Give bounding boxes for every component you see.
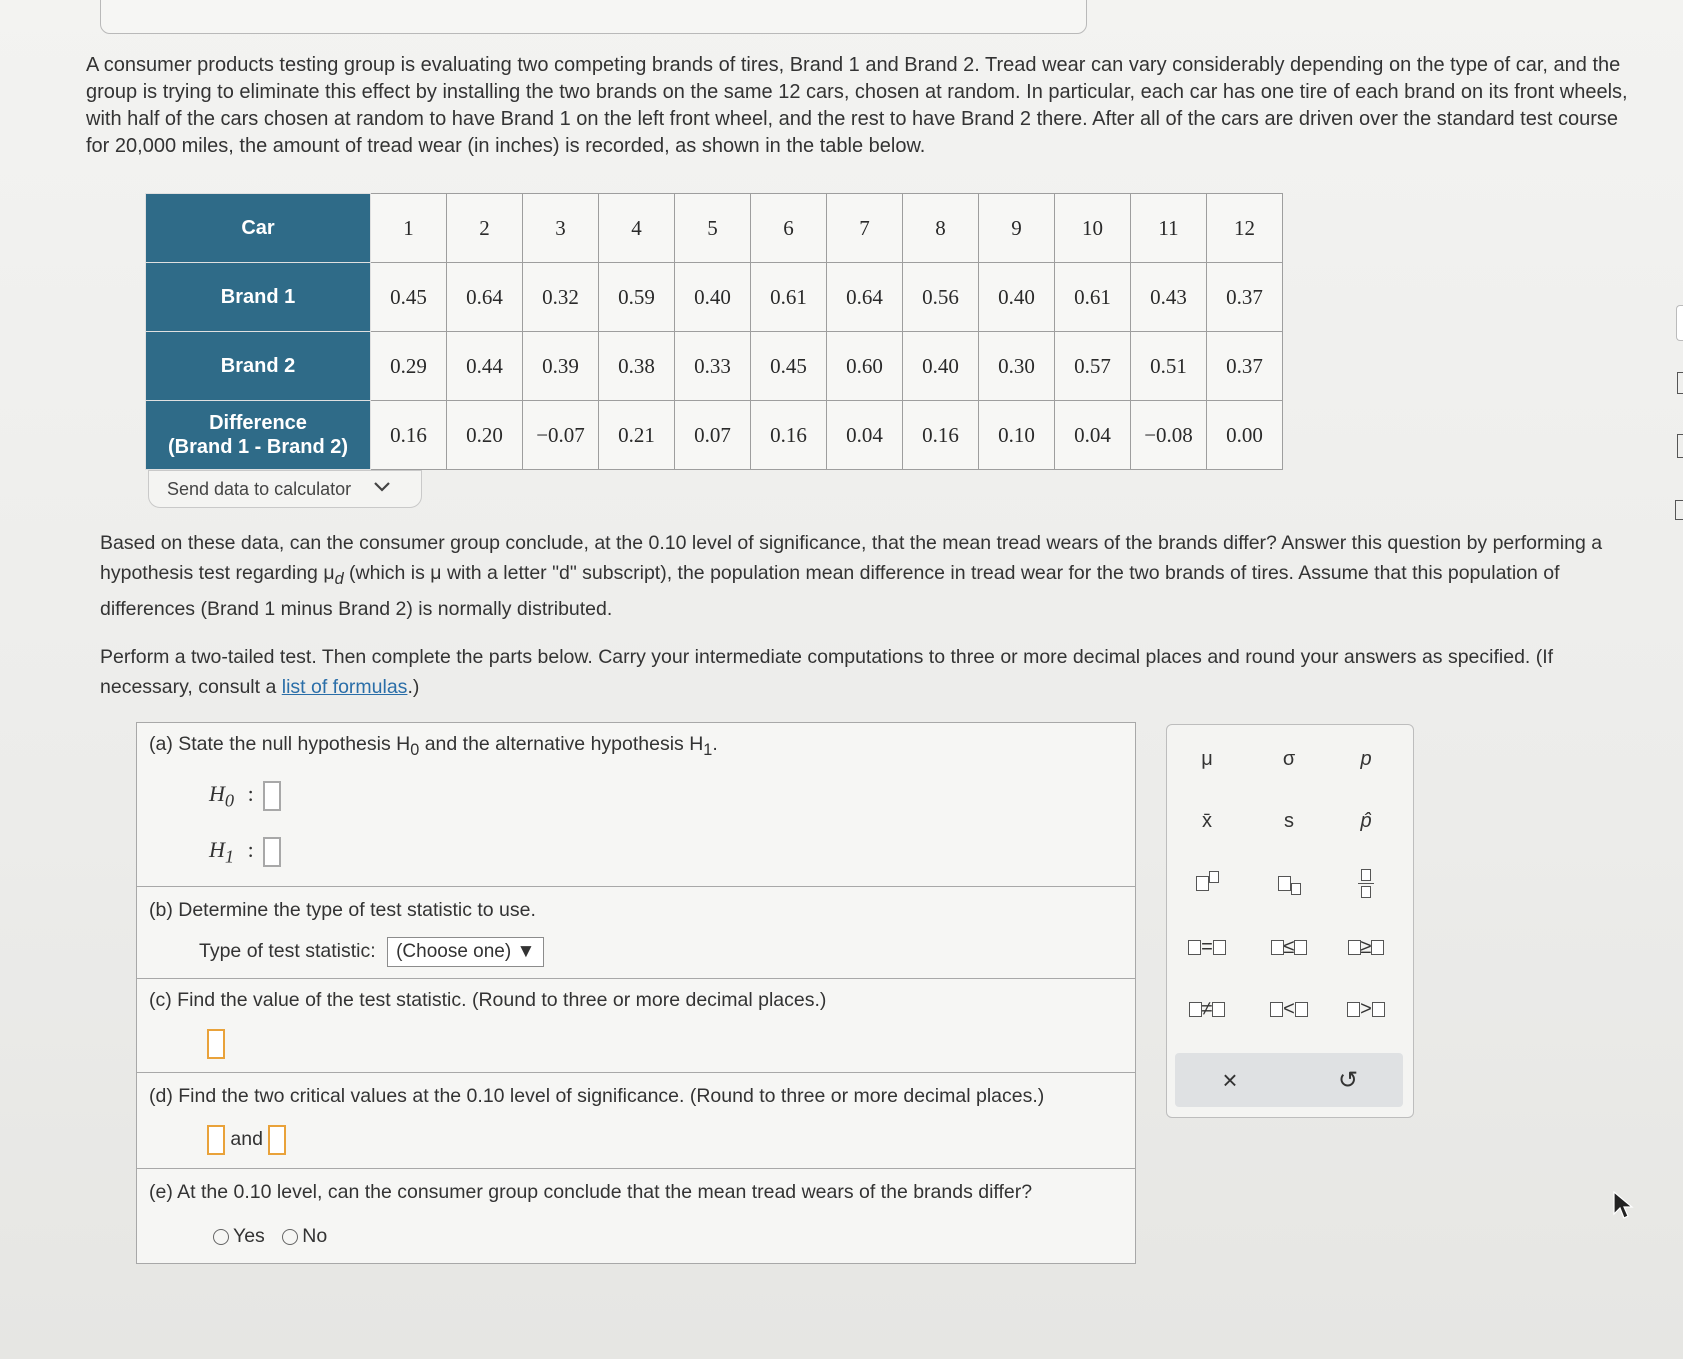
table-row: [146, 401, 1283, 470]
test-statistic-answer-row: [207, 1029, 225, 1059]
table-cell: 8: [903, 194, 979, 263]
row-header-brand2: Brand 2: [146, 332, 371, 401]
square-icon: [1188, 940, 1201, 955]
question-text-1: Based on these data, can the consumer group conclude, at the 0.10 level of significance, that the mean tread wears of the brands differ? Answer this question by performing a hypothesis test regarding: [100, 532, 1603, 584]
table-cell: 0.20: [447, 401, 523, 470]
send-data-label: Send data to calculator: [167, 478, 352, 499]
table-cell: 0.16: [751, 401, 827, 470]
p-hat-button[interactable]: [1331, 799, 1401, 843]
colon: :: [247, 837, 254, 863]
base-square-icon: [1278, 876, 1291, 891]
table-cell: 0.43: [1131, 263, 1207, 332]
table-cell: 0.29: [371, 332, 447, 401]
fraction-bar-icon: [1358, 883, 1374, 884]
mu-subscript: d: [334, 569, 344, 588]
table-cell: 6: [751, 194, 827, 263]
h1-label-sub: 1: [224, 846, 235, 867]
part-a-mid: and the alternative hypothesis H: [419, 733, 704, 755]
null-hypothesis-row: [209, 781, 281, 811]
square-icon: [1294, 940, 1307, 955]
s-glyph: s: [1284, 809, 1294, 832]
subscript-square-icon: [1291, 883, 1301, 895]
table-cell: −0.08: [1131, 401, 1207, 470]
sigma-glyph: σ: [1282, 747, 1296, 770]
difference-label: Difference: [209, 412, 307, 434]
and-label: and: [230, 1128, 263, 1151]
part-b-prompt: (b) Determine the type of test statistic to use.: [149, 899, 536, 921]
part-a-end: .: [712, 733, 718, 755]
send-data-to-calculator-button[interactable]: [148, 470, 422, 508]
table-cell: 0.64: [827, 263, 903, 332]
table-cell: 0.45: [751, 332, 827, 401]
table-cell: 4: [599, 194, 675, 263]
table-cell: 0.16: [903, 401, 979, 470]
mu-button[interactable]: [1172, 737, 1242, 781]
table-cell: 9: [979, 194, 1055, 263]
table-row: [146, 194, 1283, 263]
ne-glyph: ≠: [1201, 997, 1213, 1020]
table-cell: 0.60: [827, 332, 903, 401]
mouse-cursor-icon: [1612, 1190, 1634, 1225]
table-cell: 0.21: [599, 401, 675, 470]
le-glyph: ≤: [1283, 935, 1295, 958]
xbar-glyph: x̄: [1202, 809, 1212, 832]
yes-option[interactable]: [213, 1225, 265, 1247]
base-square-icon: [1196, 876, 1209, 891]
no-option[interactable]: [282, 1225, 327, 1247]
subscript-button[interactable]: [1254, 861, 1324, 905]
table-cell: 10: [1055, 194, 1131, 263]
part-e-prompt: (e) At the 0.10 level, can the consumer group conclude that the mean tread wears of the brands differ?: [149, 1181, 1033, 1203]
table-cell: 0.30: [979, 332, 1055, 401]
critical-value-1-input[interactable]: [207, 1125, 225, 1155]
square-icon: [1270, 1002, 1283, 1017]
square-icon: [1295, 1002, 1308, 1017]
part-e: [136, 1168, 1136, 1264]
part-b: [136, 886, 1136, 980]
x-bar-button[interactable]: [1172, 799, 1242, 843]
test-statistic-label: Type of test statistic:: [199, 940, 376, 962]
difference-sublabel: (Brand 1 - Brand 2): [167, 436, 349, 458]
table-cell: 2: [447, 194, 523, 263]
phat-glyph: p̂: [1360, 809, 1372, 832]
question-text-2: (which is μ with a letter "d" subscript), the population mean difference in tread wear for the two brands of tires. Assume that this population of differences (Brand 1 minus Brand 2) is normally distributed.: [100, 562, 1560, 620]
previous-answer-box: [100, 0, 1087, 34]
square-icon: [1371, 940, 1384, 955]
table-cell: 0.45: [371, 263, 447, 332]
list-of-formulas-link[interactable]: list of formulas: [281, 676, 408, 698]
square-icon: [1213, 940, 1226, 955]
no-label: No: [302, 1225, 328, 1247]
critical-values-row: [207, 1125, 286, 1155]
table-cell: 0.59: [599, 263, 675, 332]
less-equal-button[interactable]: [1254, 925, 1324, 969]
dropdown-triangle-icon: ▼: [516, 941, 536, 962]
p-button[interactable]: [1331, 737, 1401, 781]
no-radio[interactable]: [282, 1229, 298, 1245]
table-cell: 0.37: [1207, 332, 1283, 401]
mu-glyph: μ: [1201, 747, 1213, 770]
conclusion-options: [213, 1225, 327, 1248]
colon: :: [247, 781, 254, 807]
table-cell: 1: [371, 194, 447, 263]
superscript-square-icon: [1209, 871, 1219, 883]
table-cell: 12: [1207, 194, 1283, 263]
undo-button[interactable]: [1313, 1058, 1383, 1102]
equals-glyph: =: [1201, 935, 1213, 958]
h0-label-sub: 0: [224, 790, 235, 811]
fraction-button[interactable]: [1331, 861, 1401, 905]
table-cell: 0.04: [827, 401, 903, 470]
test-statistic-input[interactable]: [207, 1029, 225, 1059]
undo-icon: ↺: [1337, 1066, 1359, 1094]
table-cell: 0.39: [523, 332, 599, 401]
table-cell: 0.61: [751, 263, 827, 332]
null-hypothesis-input[interactable]: [263, 781, 281, 811]
greater-than-button[interactable]: [1331, 987, 1401, 1031]
part-a-text: (a) State the null hypothesis H: [149, 733, 411, 755]
critical-value-2-input[interactable]: [268, 1125, 286, 1155]
less-than-button[interactable]: [1254, 987, 1324, 1031]
denominator-square-icon: [1361, 886, 1371, 898]
problem-intro: A consumer products testing group is evaluating two competing brands of tires, Brand 1 and Brand 2. Tread wear can vary considerably depending on the type of car, and the group is trying to eliminate this effect by installing the two brands on the same 12 cars, chosen at random. In particular, each car has one tire of each brand on its front wheels, with half of the cars chosen at random to have Brand 1 on the left front wheel, and the rest to have Brand 2 there. After all of the cars are driven over the standard test course for 20,000 miles, the amount of tread wear (in inches) is recorded, as shown in the table below.: [86, 54, 1628, 157]
part-c: [136, 978, 1136, 1074]
h1-label: H: [209, 837, 225, 863]
s-button[interactable]: [1254, 799, 1324, 843]
table-cell: 5: [675, 194, 751, 263]
part-a: [136, 722, 1136, 888]
h1-subscript: 1: [703, 740, 713, 759]
square-icon: [1348, 940, 1361, 955]
select-value: (Choose one): [396, 941, 512, 962]
not-equal-button[interactable]: [1172, 987, 1242, 1031]
square-icon: [1189, 1002, 1202, 1017]
table-cell: −0.07: [523, 401, 599, 470]
table-cell: 0.32: [523, 263, 599, 332]
symbol-palette: [1166, 724, 1414, 1118]
answer-parts: [136, 722, 1136, 1262]
clear-button[interactable]: [1195, 1058, 1265, 1102]
h0-label: H: [209, 781, 225, 807]
offscreen-panel-edge: [1669, 0, 1683, 1359]
part-d: [136, 1072, 1136, 1170]
table-cell: 0.64: [447, 263, 523, 332]
test-statistic-row: [199, 937, 544, 967]
gt-glyph: >: [1360, 997, 1372, 1020]
greater-equal-button[interactable]: [1331, 925, 1401, 969]
table-cell: 0.00: [1207, 401, 1283, 470]
table-cell: 0.44: [447, 332, 523, 401]
equals-button[interactable]: [1172, 925, 1242, 969]
table-cell: 0.16: [371, 401, 447, 470]
table-cell: 0.51: [1131, 332, 1207, 401]
table-cell: 0.38: [599, 332, 675, 401]
lt-glyph: <: [1283, 997, 1295, 1020]
palette-footer: [1175, 1053, 1403, 1107]
table-cell: 0.04: [1055, 401, 1131, 470]
table-row: [146, 263, 1283, 332]
ge-glyph: ≥: [1360, 935, 1372, 958]
mu-symbol: μ: [323, 562, 335, 584]
table-cell: 0.40: [675, 263, 751, 332]
instructions-text: Perform a two-tailed test. Then complete the parts below. Carry your intermediate computations to three or more decimal places and round your answers as specified. (If necessary, consult a: [100, 646, 1554, 698]
part-a-prompt: [149, 733, 718, 760]
table-cell: 0.37: [1207, 263, 1283, 332]
table-cell: 0.07: [675, 401, 751, 470]
part-d-prompt: (d) Find the two critical values at the 0.10 level of significance. (Round to three or more decimal places.): [149, 1085, 1045, 1107]
tread-wear-table: [145, 193, 1283, 470]
table-row: [146, 332, 1283, 401]
table-cell: 11: [1131, 194, 1207, 263]
table-cell: 0.10: [979, 401, 1055, 470]
table-cell: 0.33: [675, 332, 751, 401]
chevron-down-icon: [373, 480, 391, 498]
sigma-button[interactable]: [1254, 737, 1324, 781]
square-icon: [1372, 1002, 1385, 1017]
superscript-button[interactable]: [1172, 861, 1242, 905]
row-header-car: Car: [146, 194, 371, 263]
row-header-difference: [146, 401, 371, 470]
table-cell: 0.57: [1055, 332, 1131, 401]
table-cell: 7: [827, 194, 903, 263]
p-glyph: p: [1360, 747, 1372, 770]
table-cell: 0.61: [1055, 263, 1131, 332]
square-icon: [1212, 1002, 1225, 1017]
table-cell: 3: [523, 194, 599, 263]
square-icon: [1271, 940, 1284, 955]
instructions-paragraph: [100, 642, 1620, 702]
instructions-text-end: .): [407, 676, 420, 698]
table-cell: 0.40: [903, 332, 979, 401]
numerator-square-icon: [1361, 869, 1371, 881]
question-paragraph: [100, 528, 1620, 624]
table-cell: 0.40: [979, 263, 1055, 332]
part-c-prompt: (c) Find the value of the test statistic. (Round to three or more decimal places.): [149, 989, 827, 1011]
alt-hypothesis-row: [209, 837, 281, 867]
row-header-brand1: Brand 1: [146, 263, 371, 332]
close-icon: ×: [1222, 1064, 1238, 1095]
yes-label: Yes: [233, 1225, 265, 1247]
h0-subscript: 0: [410, 740, 420, 759]
table-cell: 0.56: [903, 263, 979, 332]
square-icon: [1347, 1002, 1360, 1017]
alt-hypothesis-input[interactable]: [263, 837, 281, 867]
test-statistic-select[interactable]: [387, 937, 544, 967]
yes-radio[interactable]: [213, 1229, 229, 1245]
